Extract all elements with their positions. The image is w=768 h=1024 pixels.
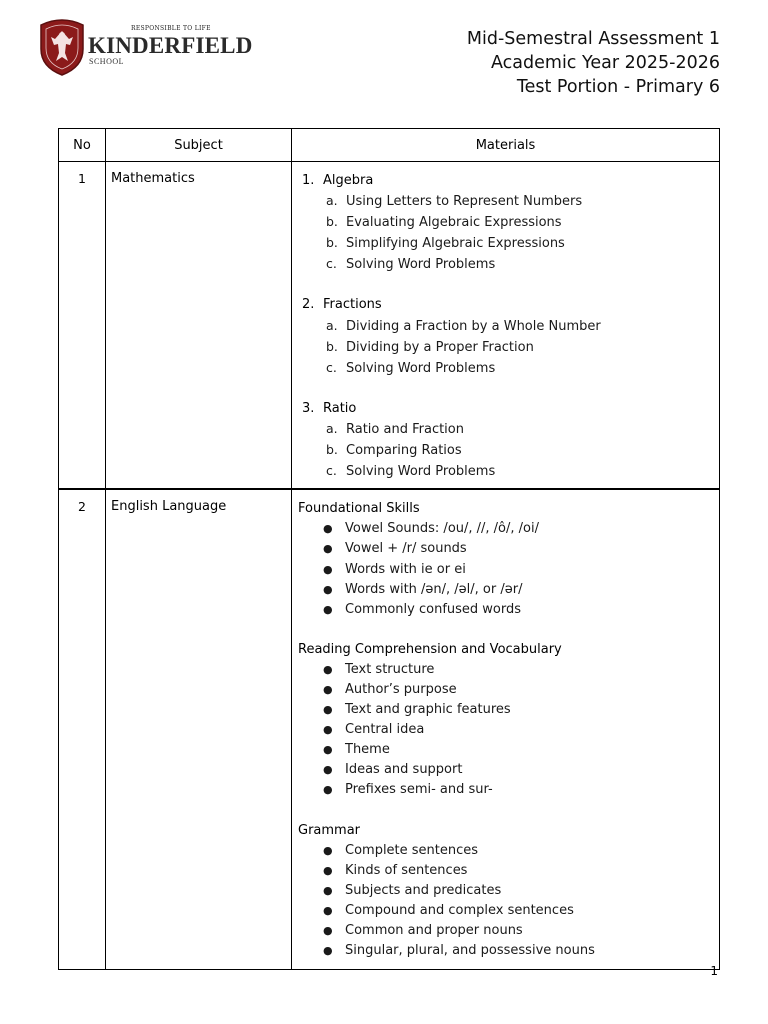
item-letter: b. [326, 442, 338, 458]
list-item [326, 191, 713, 212]
topic-title: Fractions [323, 297, 382, 313]
subject-name: Mathematics [106, 162, 292, 490]
list-item [323, 560, 713, 580]
bullet-icon: ● [323, 602, 333, 616]
item-text: Ratio and Fraction [346, 421, 464, 437]
item-text: Commonly confused words [345, 601, 522, 617]
list-item [326, 337, 713, 358]
shield-crest-icon [37, 17, 87, 77]
topic-heading [302, 295, 713, 315]
topic-subitems [298, 191, 713, 275]
list-item [323, 700, 713, 720]
bullet-icon: ● [323, 743, 333, 757]
item-letter: a. [326, 317, 338, 333]
item-text: Using Letters to Represent Numbers [346, 194, 583, 210]
item-letter: b. [326, 235, 338, 251]
bullet-icon: ● [323, 582, 333, 596]
list-item [323, 519, 713, 539]
bullet-icon: ● [323, 883, 333, 897]
item-letter: a. [326, 193, 338, 209]
topic-heading [302, 399, 713, 419]
bullet-icon: ● [323, 703, 333, 717]
item-letter: b. [326, 214, 338, 230]
list-item [323, 720, 713, 740]
test-portion-table [58, 128, 720, 970]
document-header [467, 27, 720, 99]
header-assessment-title: Mid-Semestral Assessment 1 [466, 29, 720, 49]
item-text: Central idea [345, 722, 425, 738]
bullet-icon: ● [323, 843, 333, 857]
item-text: Vowel Sounds: /ou/, //, /ô/, /oi/ [345, 521, 539, 537]
header-test-portion: Test Portion - Primary 6 [516, 77, 720, 97]
item-text: Solving Word Problems [346, 464, 496, 480]
item-text: Author’s purpose [345, 681, 457, 697]
topic-title: Algebra [323, 173, 374, 188]
topic-heading [302, 171, 713, 191]
bullet-icon: ● [323, 863, 333, 877]
header-academic-year: Academic Year 2025-2026 [491, 53, 720, 73]
item-text: Words with ie or ei [345, 561, 466, 577]
item-text: Common and proper nouns [345, 923, 523, 938]
item-letter: c. [326, 463, 337, 479]
logo-school-name: KINDERFIELD [88, 33, 253, 58]
item-letter: c. [326, 359, 337, 375]
list-item [323, 941, 713, 961]
bullet-icon: ● [323, 562, 333, 576]
topic-subitems [298, 419, 713, 482]
section-title: Reading Comprehension and Vocabulary [298, 641, 562, 657]
item-letter: b. [326, 338, 338, 354]
materials-cell [292, 489, 720, 970]
list-item [326, 461, 713, 482]
list-item [323, 680, 713, 700]
list-item [326, 212, 713, 233]
header-no: No [59, 129, 106, 162]
header-subject: Subject [106, 129, 292, 162]
topic-title: Ratio [323, 400, 357, 416]
table-row [59, 489, 720, 970]
bullet-icon: ● [323, 944, 333, 958]
table-row [59, 162, 720, 490]
list-item [323, 780, 713, 800]
item-text: Vowel + /r/ sounds [345, 541, 467, 557]
list-item [326, 254, 713, 275]
item-text: Ideas and support [345, 762, 463, 778]
bullet-icon: ● [323, 662, 333, 676]
section-title: Foundational Skills [298, 501, 420, 517]
row-number: 2 [59, 489, 106, 970]
topic-subitems [298, 316, 713, 379]
list-item [326, 358, 713, 379]
item-text: Simplifying Algebraic Expressions [346, 236, 565, 252]
row-number: 1 [59, 162, 106, 490]
list-item [326, 233, 713, 254]
bullet-icon: ● [323, 542, 333, 556]
page-number: 1 [710, 964, 718, 978]
subject-name: English Language [106, 489, 292, 970]
list-item [323, 901, 713, 921]
bullet-icon: ● [323, 682, 333, 696]
list-item [323, 600, 713, 620]
item-text: Text structure [345, 661, 435, 677]
list-item [323, 881, 713, 901]
item-text: Complete sentences [345, 842, 479, 858]
item-text: Words with /ən/, /əl/, or /ər/ [345, 581, 523, 597]
list-item [326, 419, 713, 440]
table-header-row [59, 129, 720, 162]
list-item [323, 740, 713, 760]
header-materials: Materials [292, 129, 720, 162]
logo-tagline: RESPONSIBLE TO LIFE [131, 25, 211, 32]
item-text: Compound and complex sentences [345, 902, 574, 918]
materials-cell [292, 162, 720, 490]
item-text: Singular, plural, and possessive nouns [345, 943, 595, 959]
item-text: Prefixes semi- and sur- [345, 782, 493, 798]
logo-school-sub: SCHOOL [89, 57, 125, 66]
bullet-icon: ● [323, 783, 333, 797]
item-text: Comparing Ratios [346, 443, 462, 459]
section-items [298, 519, 713, 619]
list-item [323, 660, 713, 680]
school-logo [37, 17, 253, 77]
topic-number: 1. [302, 173, 315, 188]
bullet-icon: ● [323, 903, 333, 917]
section-title: Grammar [298, 822, 361, 838]
item-text: Subjects and predicates [345, 882, 502, 898]
list-item [323, 861, 713, 881]
item-text: Solving Word Problems [346, 360, 496, 376]
item-text: Evaluating Algebraic Expressions [346, 215, 562, 231]
section-items [298, 660, 713, 801]
bullet-icon: ● [323, 522, 333, 536]
item-text: Dividing by a Proper Fraction [346, 339, 534, 355]
list-item [323, 539, 713, 559]
item-text: Text and graphic features [345, 702, 511, 718]
list-item [323, 841, 713, 861]
list-item [323, 580, 713, 600]
bullet-icon: ● [323, 723, 333, 737]
bullet-icon: ● [323, 924, 333, 937]
item-text: Solving Word Problems [346, 257, 496, 273]
list-item [323, 760, 713, 780]
bullet-icon: ● [323, 763, 333, 777]
item-letter: a. [326, 420, 338, 436]
topic-number: 2. [302, 297, 315, 313]
item-text: Kinds of sentences [345, 862, 468, 878]
item-letter: c. [326, 256, 337, 272]
item-text: Theme [345, 742, 390, 758]
list-item [323, 921, 713, 941]
topic-number: 3. [302, 400, 315, 416]
item-text: Dividing a Fraction by a Whole Number [346, 318, 601, 334]
list-item [326, 440, 713, 461]
section-items [298, 841, 713, 962]
list-item [326, 316, 713, 337]
